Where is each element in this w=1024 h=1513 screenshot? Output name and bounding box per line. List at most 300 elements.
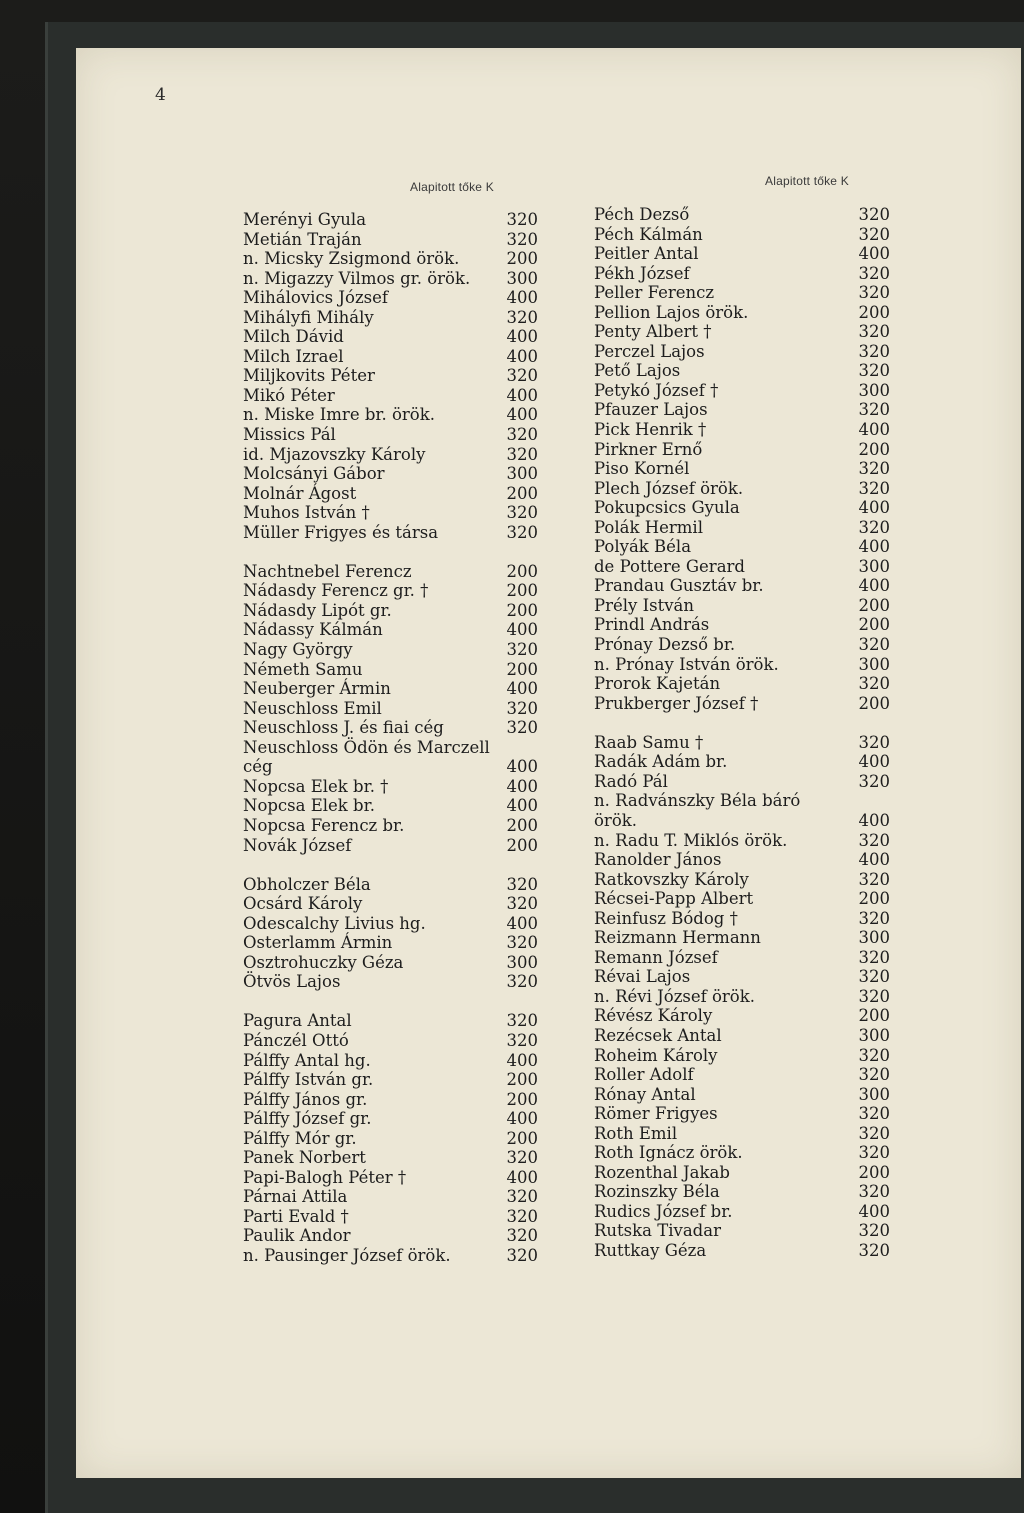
list-item <box>243 210 538 230</box>
list-item <box>243 503 538 523</box>
entry-name: Ratkovszky Károly <box>594 869 749 889</box>
entry-amount: 200 <box>858 693 890 713</box>
entry-amount: 200 <box>506 835 538 855</box>
list-item <box>243 1226 538 1246</box>
entry-amount: 320 <box>506 425 538 445</box>
entry-name: Neuschloss Ödön és Marczell <box>243 737 490 757</box>
entry-name: Nopcsa Ferencz br. <box>243 815 405 835</box>
list-item <box>594 264 890 284</box>
entry-name: Nopcsa Elek br. <box>243 796 375 816</box>
list-item <box>243 464 538 484</box>
entry-amount: 320 <box>506 1226 538 1246</box>
list-item <box>594 1006 890 1026</box>
list-item <box>243 425 538 445</box>
entry-amount: 320 <box>858 1123 890 1143</box>
entry-amount: 320 <box>858 1143 890 1163</box>
entry-name: Pagura Antal <box>243 1011 352 1031</box>
entry-amount: 200 <box>506 581 538 601</box>
entry-amount: 320 <box>858 674 890 694</box>
entry-name: Pető Lajos <box>594 361 681 381</box>
right-column-list <box>594 205 890 1261</box>
entry-amount: 400 <box>858 752 890 772</box>
list-item <box>594 1085 890 1105</box>
entry-name: cég <box>243 757 273 777</box>
entry-amount: 320 <box>858 224 890 244</box>
entry-name: n. Radu T. Miklós örök. <box>594 830 788 850</box>
entry-name: Rutska Tivadar <box>594 1221 721 1241</box>
list-item <box>594 283 890 303</box>
entry-amount: 200 <box>858 889 890 909</box>
list-item <box>243 562 538 582</box>
list-item <box>594 342 890 362</box>
entry-amount: 320 <box>858 205 890 224</box>
entry-amount: 400 <box>506 385 538 405</box>
entry-name: Nopcsa Elek br. † <box>243 776 389 796</box>
list-item <box>594 1104 890 1124</box>
entry-name: Roller Adolf <box>594 1065 694 1085</box>
entry-name: Nádasdy Ferencz gr. † <box>243 581 429 601</box>
list-item <box>243 875 538 895</box>
entry-name: Reizmann Hermann <box>594 928 761 948</box>
entry-name: Pálffy Antal hg. <box>243 1050 371 1070</box>
entry-name: n. Migazzy Vilmos gr. örök. <box>243 268 471 288</box>
entry-name: Plech József örök. <box>594 478 744 498</box>
entry-amount: 400 <box>858 1201 890 1221</box>
list-item <box>243 796 538 816</box>
entry-amount: 300 <box>506 952 538 972</box>
entry-name: örök. <box>594 810 637 830</box>
entry-name: n. Micsky Zsigmond örök. <box>243 249 460 269</box>
list-item <box>594 987 890 1007</box>
entry-name: Roth Ignácz örök. <box>594 1143 743 1163</box>
entry-name: Papi-Balogh Péter † <box>243 1167 407 1187</box>
entry-amount: 200 <box>858 595 890 615</box>
list-item <box>243 816 538 836</box>
entry-amount: 320 <box>858 967 890 987</box>
entry-name: Prindl András <box>594 615 710 635</box>
list-item <box>243 523 538 543</box>
entry-name: Miljkovits Péter <box>243 366 375 386</box>
list-item <box>243 1051 538 1071</box>
entry-name: Prorok Kajetán <box>594 674 721 694</box>
entry-name: n. Radvánszky Béla báró <box>594 791 801 811</box>
list-item <box>243 327 538 347</box>
list-item <box>594 909 890 929</box>
entry-name: Péch Kálmán <box>594 224 703 244</box>
list-item <box>243 249 538 269</box>
list-item <box>243 757 538 777</box>
entry-name: Prandau Gusztáv br. <box>594 576 764 596</box>
entry-amount: 400 <box>858 244 890 264</box>
entry-amount: 400 <box>506 757 538 777</box>
entry-amount: 300 <box>858 1084 890 1104</box>
list-item <box>243 836 538 856</box>
list-item <box>243 405 538 425</box>
entry-name: Odescalchy Livius hg. <box>243 913 426 933</box>
entry-amount: 400 <box>506 620 538 640</box>
list-item <box>594 205 890 225</box>
entry-amount: 400 <box>858 810 890 830</box>
entry-amount: 320 <box>858 400 890 420</box>
entry-name: Révész Károly <box>594 1006 713 1026</box>
list-item <box>594 850 890 870</box>
entry-amount: 320 <box>858 732 890 752</box>
entry-amount: 320 <box>858 908 890 928</box>
entry-name: Molnár Ágost <box>243 483 357 503</box>
right-column-header: Alapitott tőke K <box>765 174 849 188</box>
page-number: 4 <box>155 85 166 105</box>
entry-amount: 320 <box>506 718 538 738</box>
list-item <box>594 225 890 245</box>
list-item <box>594 772 890 792</box>
left-column-header: Alapitott tőke K <box>410 180 494 194</box>
list-item <box>243 230 538 250</box>
entry-amount: 320 <box>506 503 538 523</box>
list-item <box>594 322 890 342</box>
list-item <box>594 361 890 381</box>
entry-amount: 320 <box>506 229 538 249</box>
list-item <box>594 1163 890 1183</box>
entry-amount: 320 <box>506 972 538 992</box>
list-item <box>243 288 538 308</box>
entry-name: Nádassy Kálmán <box>243 620 383 640</box>
entry-name: Pick Henrik † <box>594 420 707 440</box>
list-item <box>594 1065 890 1085</box>
entry-amount: 320 <box>506 698 538 718</box>
entry-name: Nádasdy Lipót gr. <box>243 600 392 620</box>
entry-amount: 200 <box>506 659 538 679</box>
entry-amount: 300 <box>858 556 890 576</box>
entry-amount: 320 <box>506 894 538 914</box>
list-item <box>594 655 890 675</box>
entry-amount: 400 <box>858 420 890 440</box>
list-item <box>594 479 890 499</box>
entry-name: Nagy György <box>243 640 353 660</box>
entry-amount: 200 <box>858 302 890 322</box>
entry-name: Ranolder János <box>594 850 722 870</box>
entry-amount: 320 <box>506 522 538 542</box>
entry-amount: 320 <box>506 366 538 386</box>
entry-name: Pálffy József gr. <box>243 1109 372 1129</box>
entry-name: Pellion Lajos örök. <box>594 302 749 322</box>
entry-amount: 320 <box>858 263 890 283</box>
entry-name: Roth Emil <box>594 1123 678 1143</box>
group-spacer <box>243 542 538 562</box>
list-item <box>594 674 890 694</box>
list-item <box>594 537 890 557</box>
list-item <box>243 1090 538 1110</box>
entry-amount: 320 <box>858 1221 890 1241</box>
list-item <box>243 445 538 465</box>
list-item <box>243 581 538 601</box>
entry-name: Parti Evald † <box>243 1206 349 1226</box>
list-item <box>594 1182 890 1202</box>
entry-amount: 300 <box>858 1025 890 1045</box>
entry-amount: 320 <box>506 307 538 327</box>
list-item <box>243 386 538 406</box>
entry-name: Ruttkay Géza <box>594 1240 707 1260</box>
entry-amount: 400 <box>858 576 890 596</box>
entry-amount: 200 <box>506 1128 538 1148</box>
entry-name: Rónay Antal <box>594 1084 696 1104</box>
list-item <box>594 733 890 753</box>
entry-amount: 320 <box>858 517 890 537</box>
entry-amount: 320 <box>858 478 890 498</box>
entry-name: Németh Samu <box>243 659 363 679</box>
group-spacer <box>594 713 890 733</box>
list-item <box>594 1046 890 1066</box>
entry-name: Pálffy Mór gr. <box>243 1128 357 1148</box>
entry-name: Mihálovics József <box>243 288 388 308</box>
entry-amount: 400 <box>858 537 890 557</box>
list-item <box>594 1221 890 1241</box>
entry-name: Paulik Andor <box>243 1226 351 1246</box>
list-item <box>243 1207 538 1227</box>
list-item <box>594 928 890 948</box>
entry-name: Prukberger József † <box>594 693 759 713</box>
list-item <box>243 484 538 504</box>
entry-amount: 200 <box>858 439 890 459</box>
entry-name: Remann József <box>594 947 718 967</box>
list-item <box>243 1070 538 1090</box>
entry-name: Prónay Dezső br. <box>594 635 736 655</box>
entry-amount: 320 <box>506 1148 538 1168</box>
entry-amount: 200 <box>506 1070 538 1090</box>
entry-amount: 320 <box>506 1187 538 1207</box>
list-item <box>594 791 890 811</box>
list-item <box>594 459 890 479</box>
entry-name: Obholczer Béla <box>243 874 371 894</box>
list-item <box>594 518 890 538</box>
entry-name: Polák Hermil <box>594 517 703 537</box>
entry-amount: 320 <box>858 771 890 791</box>
entry-amount: 200 <box>858 615 890 635</box>
entry-amount: 300 <box>506 464 538 484</box>
entry-amount: 400 <box>506 288 538 308</box>
entry-amount: 320 <box>858 361 890 381</box>
entry-name: Neuschloss Emil <box>243 698 382 718</box>
entry-name: Molcsányi Gábor <box>243 464 385 484</box>
entry-amount: 400 <box>506 327 538 347</box>
list-item <box>243 269 538 289</box>
entry-name: Pokupcsics Gyula <box>594 498 740 518</box>
entry-name: Pálffy János gr. <box>243 1089 368 1109</box>
list-item <box>243 1148 538 1168</box>
entry-amount: 400 <box>506 796 538 816</box>
entry-name: Párnai Attila <box>243 1187 348 1207</box>
list-item <box>243 699 538 719</box>
entry-amount: 400 <box>506 1050 538 1070</box>
entry-name: Rozinszky Béla <box>594 1182 720 1202</box>
entry-amount: 400 <box>506 1167 538 1187</box>
list-item <box>594 576 890 596</box>
entry-name: n. Miske Imre br. örök. <box>243 405 435 425</box>
entry-name: Osterlamm Ármin <box>243 933 393 953</box>
list-item <box>243 620 538 640</box>
entry-amount: 200 <box>506 600 538 620</box>
entry-name: Milch Izrael <box>243 346 344 366</box>
entry-name: Neuschloss J. és fiai cég <box>243 718 444 738</box>
list-item <box>594 1026 890 1046</box>
entry-name: Merényi Gyula <box>243 210 367 229</box>
list-item <box>243 1246 538 1266</box>
list-item <box>594 381 890 401</box>
entry-amount: 320 <box>506 210 538 229</box>
entry-amount: 200 <box>506 815 538 835</box>
entry-amount: 300 <box>506 268 538 288</box>
list-item <box>594 615 890 635</box>
list-item <box>243 1011 538 1031</box>
entry-name: n. Révi József örök. <box>594 986 755 1006</box>
list-item <box>594 967 890 987</box>
entry-amount: 300 <box>858 654 890 674</box>
list-item <box>243 738 538 758</box>
entry-name: Müller Frigyes és társa <box>243 522 439 542</box>
list-item <box>243 366 538 386</box>
entry-name: Pánczél Ottó <box>243 1030 349 1050</box>
entry-name: Neuberger Ármin <box>243 679 391 699</box>
entry-name: Novák József <box>243 835 352 855</box>
list-item <box>243 718 538 738</box>
list-item <box>594 948 890 968</box>
entry-amount: 400 <box>858 498 890 518</box>
list-item <box>594 244 890 264</box>
list-item <box>243 601 538 621</box>
entry-name: Missics Pál <box>243 425 336 445</box>
entry-amount: 200 <box>506 483 538 503</box>
list-item <box>594 870 890 890</box>
entry-name: n. Pausinger József örök. <box>243 1245 451 1265</box>
entry-name: Ötvös Lajos <box>243 972 341 992</box>
entry-amount: 300 <box>858 380 890 400</box>
list-item <box>594 1143 890 1163</box>
group-spacer <box>243 992 538 1012</box>
entry-amount: 320 <box>858 986 890 1006</box>
list-item <box>243 679 538 699</box>
entry-name: Radó Pál <box>594 771 668 791</box>
list-item <box>594 694 890 714</box>
entry-name: Osztrohuczky Géza <box>243 952 404 972</box>
list-item <box>594 752 890 772</box>
list-item <box>594 831 890 851</box>
entry-name: Muhos István † <box>243 503 370 523</box>
list-item <box>594 596 890 616</box>
list-item <box>243 894 538 914</box>
entry-name: Ocsárd Károly <box>243 894 363 914</box>
entry-name: Mihályfi Mihály <box>243 307 374 327</box>
entry-name: Piso Kornél <box>594 459 690 479</box>
list-item <box>243 640 538 660</box>
list-item <box>594 1124 890 1144</box>
entry-name: n. Prónay István örök. <box>594 654 779 674</box>
entry-name: Pirkner Ernő <box>594 439 703 459</box>
entry-name: Reinfusz Bódog † <box>594 908 738 928</box>
entry-amount: 320 <box>858 947 890 967</box>
entry-amount: 320 <box>506 874 538 894</box>
entry-amount: 320 <box>506 640 538 660</box>
entry-name: Roheim Károly <box>594 1045 718 1065</box>
entry-amount: 400 <box>506 405 538 425</box>
list-item <box>243 1109 538 1129</box>
list-item <box>594 1241 890 1261</box>
entry-name: de Pottere Gerard <box>594 556 745 576</box>
entry-name: Rozenthal Jakab <box>594 1162 730 1182</box>
entry-name: Penty Albert † <box>594 322 712 342</box>
entry-name: Récsei-Papp Albert <box>594 889 754 909</box>
entry-amount: 320 <box>506 1206 538 1226</box>
entry-name: Rudics József br. <box>594 1201 733 1221</box>
entry-amount: 320 <box>858 341 890 361</box>
list-item <box>594 811 890 831</box>
list-item <box>594 889 890 909</box>
list-item <box>243 1168 538 1188</box>
entry-amount: 320 <box>506 933 538 953</box>
entry-amount: 400 <box>506 679 538 699</box>
entry-name: Petykó József † <box>594 380 719 400</box>
entry-amount: 320 <box>858 1240 890 1260</box>
entry-name: Radák Adám br. <box>594 752 728 772</box>
entry-name: Péch Dezső <box>594 205 690 224</box>
entry-amount: 320 <box>858 459 890 479</box>
list-item <box>243 308 538 328</box>
entry-name: Nachtnebel Ferencz <box>243 561 412 581</box>
entry-name: Pfauzer Lajos <box>594 400 708 420</box>
entry-amount: 200 <box>506 249 538 269</box>
entry-name: Rezécsek Antal <box>594 1025 722 1045</box>
entry-name: Pékh József <box>594 263 690 283</box>
entry-amount: 320 <box>858 869 890 889</box>
entry-amount: 320 <box>858 1104 890 1124</box>
list-item <box>243 1187 538 1207</box>
list-item <box>594 420 890 440</box>
entry-name: Panek Norbert <box>243 1148 366 1168</box>
entry-name: Pálffy István gr. <box>243 1070 374 1090</box>
entry-name: id. Mjazovszky Károly <box>243 444 426 464</box>
entry-name: Metián Traján <box>243 229 362 249</box>
entry-amount: 320 <box>858 283 890 303</box>
list-item <box>243 347 538 367</box>
list-item <box>243 1031 538 1051</box>
list-item <box>594 400 890 420</box>
list-item <box>594 635 890 655</box>
entry-amount: 300 <box>858 928 890 948</box>
entry-amount: 320 <box>858 1065 890 1085</box>
entry-amount: 320 <box>858 322 890 342</box>
list-item <box>243 777 538 797</box>
list-item <box>594 1202 890 1222</box>
entry-amount: 200 <box>506 1089 538 1109</box>
entry-name: Römer Frigyes <box>594 1104 718 1124</box>
entry-name: Polyák Béla <box>594 537 692 557</box>
list-item <box>594 498 890 518</box>
list-item <box>243 972 538 992</box>
entry-amount: 400 <box>506 913 538 933</box>
entry-amount: 400 <box>506 346 538 366</box>
entry-name: Mikó Péter <box>243 385 335 405</box>
entry-amount: 320 <box>858 635 890 655</box>
list-item <box>594 557 890 577</box>
entry-amount: 320 <box>506 444 538 464</box>
entry-amount: 400 <box>858 850 890 870</box>
entry-amount: 320 <box>858 830 890 850</box>
entry-name: Milch Dávid <box>243 327 344 347</box>
entry-amount: 200 <box>506 561 538 581</box>
entry-amount: 320 <box>506 1245 538 1265</box>
entry-name: Révai Lajos <box>594 967 691 987</box>
entry-amount: 320 <box>858 1182 890 1202</box>
list-item <box>594 440 890 460</box>
entry-name: Peller Ferencz <box>594 283 715 303</box>
